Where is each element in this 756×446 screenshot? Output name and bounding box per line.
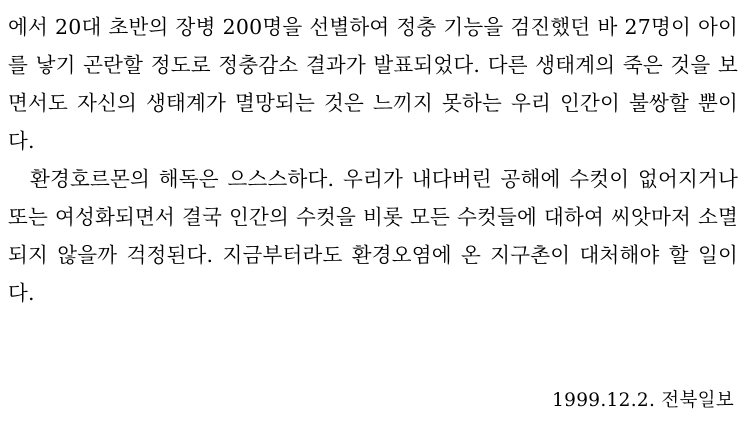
document-signature: 1999.12.2. 전북일보 (552, 390, 734, 411)
paragraph-2: 환경호르몬의 해독은 으스스하다. 우리가 내다버린 공해에 수컷이 없어지거나 또는 여성화되면서 결국 인간의 수컷을 비롯 모든 수컷들에 대하여 씨앗마저 소멸되지 않을까 걱정된다. 지금부터라도 환경오염에 온 지구촌이 대처해야 할 일이다. (8, 167, 738, 305)
document-body (8, 8, 738, 312)
paragraph-1: 에서 20대 초반의 장병 200명을 선별하여 정충 기능을 검진했던 바 27명이 아이를 낳기 곤란할 정도로 정충감소 결과가 발표되었다. 다른 생태계의 죽은 것을 보면서도 자신의 생태계가 멸망되는 것은 느끼지 못하는 우리 인간이 불쌍할 뿐이다. (8, 15, 738, 153)
